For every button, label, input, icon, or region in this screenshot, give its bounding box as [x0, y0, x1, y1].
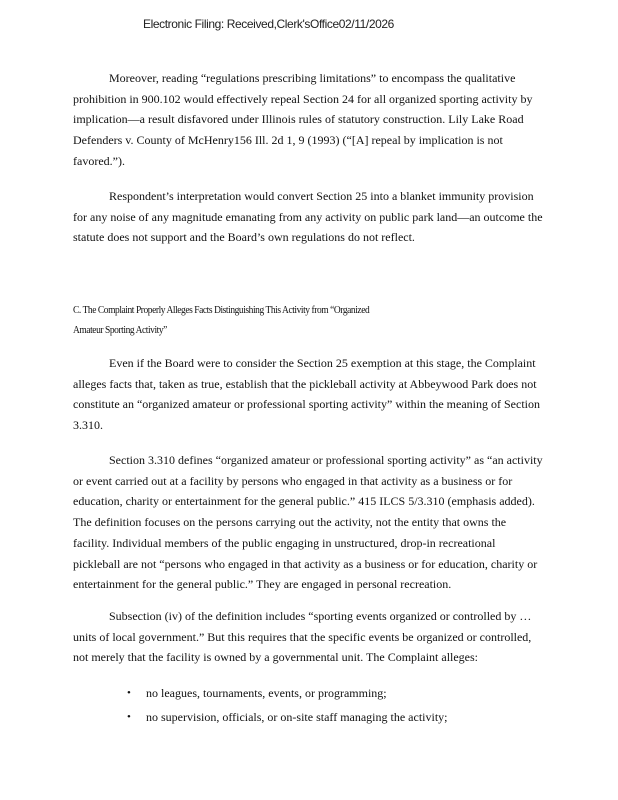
bullet-marker: •: [127, 711, 131, 723]
bullet-marker: •: [127, 687, 131, 699]
section-c-heading-line-1: C. The Complaint Properly Alleges Facts Distinguishing This Activity from “Organized: [73, 304, 370, 316]
section-3310-definition-block: [73, 450, 543, 595]
blanket-immunity-block: [73, 186, 543, 248]
subsection-iv-paragraph: Subsection (iv) of the definition includes “sporting events organized or controlled by … units of local government.” But this requires that the specific events be organized or controlled, not merely that the facility is owned by a governmental unit. The Complaint alleges:: [73, 609, 532, 665]
subsection-iv-block: [73, 606, 543, 668]
exemption-paragraph: Even if the Board were to consider the Section 25 exemption at this stage, the Complaint alleges facts that, taken as true, establish that the pickleball activity at Abbeywood Park does not constitute an “organized amateur or professional sporting activity” within the meaning of Section 3.310.: [73, 356, 540, 433]
list-item: [125, 705, 448, 729]
section-c-heading: [73, 300, 434, 340]
list-item: [125, 681, 448, 705]
electronic-filing-stamp: Electronic Filing: Received,Clerk'sOffice02/11/2026: [143, 17, 394, 31]
complaint-allegations-list: [125, 681, 448, 729]
allegation-text: no supervision, officials, or on-site staff managing the activity;: [146, 710, 448, 724]
section-c-heading-line-2: Amateur Sporting Activity”: [73, 324, 167, 336]
allegation-text: no leagues, tournaments, events, or programming;: [146, 686, 387, 700]
definition-paragraph: Section 3.310 defines “organized amateur or professional sporting activity” as “an activity or event carried out at a facility by persons who engaged in that activity as a business or for education, charity or entertainment for the general public.” 415 ILCS 5/3.310 (emphasis added). The definition focuses on the persons carrying out the activity, not the entity that owns the facility. Individual members of the public engaging in unstructured, drop-in recreational pickleball are not “persons who engaged in that activity as a business or for education, charity or entertainment for the general public.” They are engaged in personal recreation.: [73, 453, 543, 592]
section-c-exemption-block: [73, 353, 543, 436]
repeal-by-implication-paragraph: Moreover, reading “regulations prescribing limitations” to encompass the qualitative prohibition in 900.102 would effectively repeal Section 24 for all organized sporting activity by implication—a result disfavored under Illinois rules of statutory construction. Lily Lake Road Defenders v. County of McHenry156 Ill. 2d 1, 9 (1993) (“[A] repeal by implication is not favored.”).: [73, 71, 533, 168]
blanket-immunity-paragraph: Respondent’s interpretation would convert Section 25 into a blanket immunity provision for any noise of any magnitude emanating from any activity on public park land—an outcome the statute does not support and the Board’s own regulations do not reflect.: [73, 189, 543, 245]
section-b-conclusion: [73, 68, 543, 172]
